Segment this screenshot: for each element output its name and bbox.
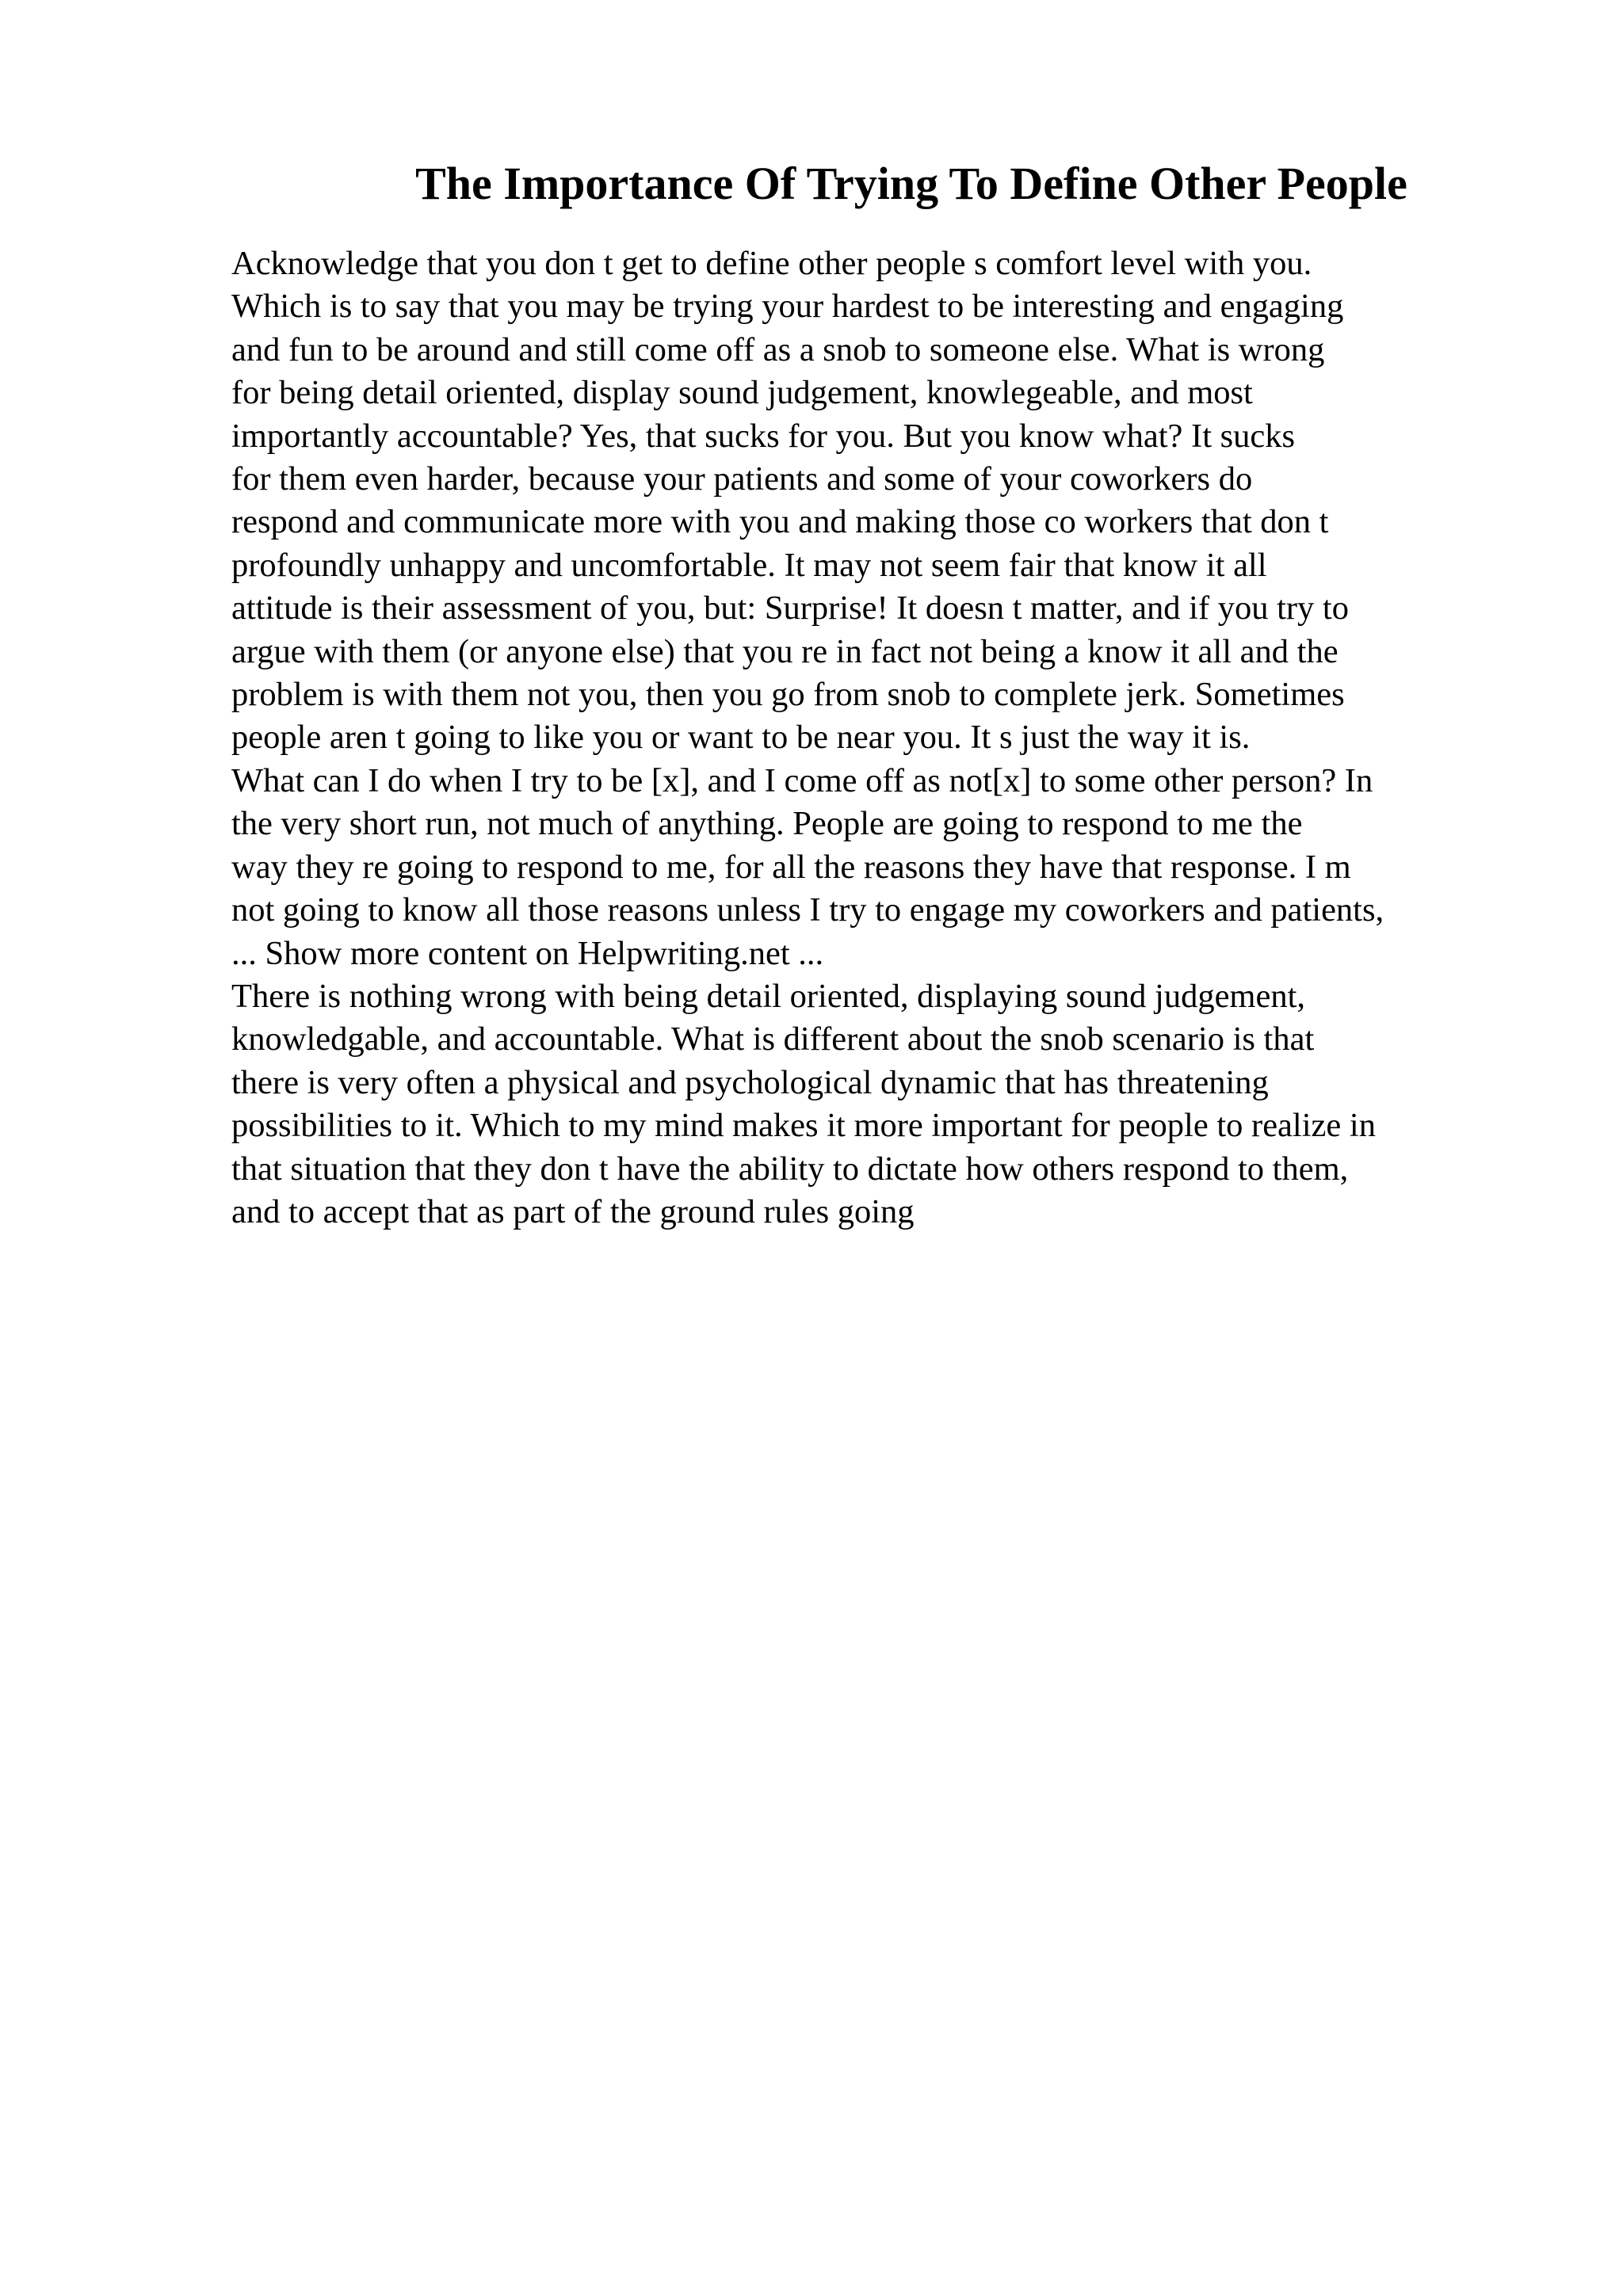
body-line: for being detail oriented, display sound judgement, knowlegeable, and most	[231, 374, 1253, 412]
body-line: What can I do when I try to be [x], and I come off as not[x] to some other person? In	[231, 761, 1373, 799]
body-line: for them even harder, because your patients and some of your coworkers do	[231, 460, 1253, 498]
body-line: possibilities to it. Which to my mind makes it more important for people to realize in	[231, 1107, 1376, 1145]
body-line: knowledgable, and accountable. What is different about the snob scenario is that	[231, 1020, 1315, 1058]
body-line: and to accept that as part of the ground rules going	[231, 1192, 915, 1230]
body-line: argue with them (or anyone else) that you re in fact not being a know it all and the	[231, 632, 1338, 670]
body-line: respond and communicate more with you and making those co workers that don t	[231, 503, 1329, 541]
body-line: that situation that they don t have the ability to dictate how others respond to them,	[231, 1150, 1349, 1188]
body-line: importantly accountable? Yes, that sucks for you. But you know what? It sucks	[231, 417, 1296, 455]
body-line: profoundly unhappy and uncomfortable. It may not seem fair that know it all	[231, 546, 1267, 584]
body-line: Which is to say that you may be trying your hardest to be interesting and engaging	[231, 288, 1344, 326]
body-line: Acknowledge that you don t get to define other people s comfort level with you.	[231, 245, 1312, 282]
document-title: The Importance Of Trying To Define Other People	[415, 158, 1407, 209]
body-line: there is very often a physical and psychological dynamic that has threatening	[231, 1063, 1269, 1101]
body-line: problem is with them not you, then you go from snob to complete jerk. Sometimes	[231, 676, 1345, 714]
show-more-content-note: ... Show more content on Helpwriting.net ...	[231, 934, 824, 972]
body-line: attitude is their assessment of you, but: Surprise! It doesn t matter, and if you try to	[231, 589, 1349, 627]
body-line: There is nothing wrong with being detail oriented, displaying sound judgement,	[231, 977, 1306, 1015]
body-line: way they re going to respond to me, for all the reasons they have that response. I m	[231, 848, 1351, 886]
body-line: and fun to be around and still come off as a snob to someone else. What is wrong	[231, 330, 1325, 368]
document-body	[231, 242, 1610, 1234]
body-line: the very short run, not much of anything. People are going to respond to me the	[231, 805, 1303, 843]
body-line: not going to know all those reasons unless I try to engage my coworkers and patients,	[231, 891, 1384, 929]
body-line: people aren t going to like you or want to be near you. It s just the way it is.	[231, 719, 1251, 757]
